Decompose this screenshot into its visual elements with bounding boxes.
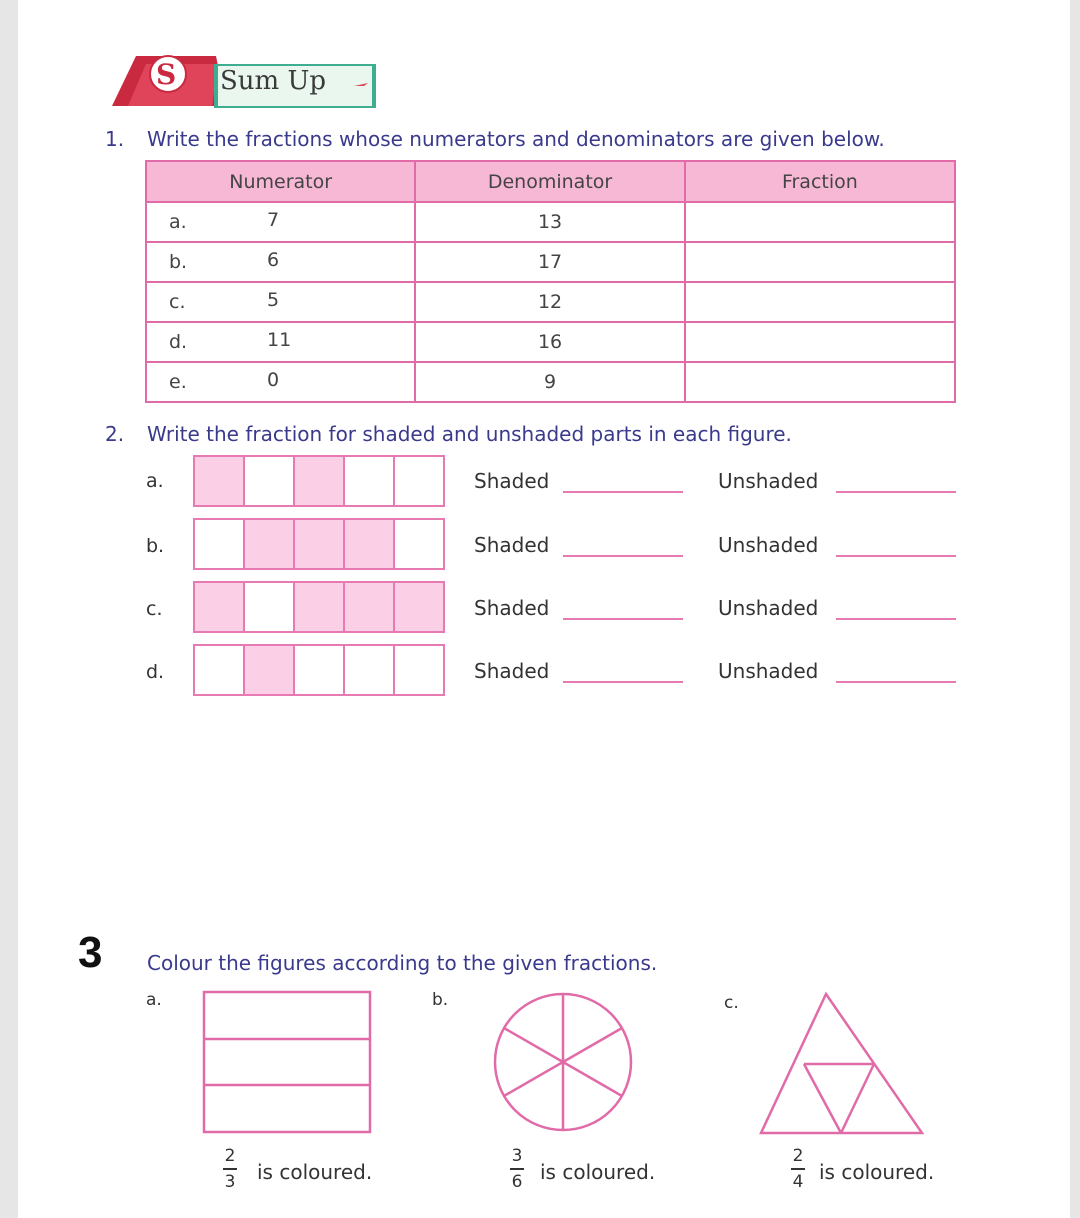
numerator-value: 5: [267, 289, 280, 311]
fraction-strip: [193, 581, 445, 633]
figure-label: b.: [432, 990, 449, 1010]
strip-part: [395, 646, 443, 694]
denominator-value: 12: [415, 282, 684, 322]
strip-part-shaded: [195, 583, 245, 631]
circle-six-parts-figure[interactable]: [491, 990, 635, 1134]
table-row: [146, 242, 955, 282]
rectangle-three-parts-figure[interactable]: [202, 990, 374, 1136]
numerator-value: 6: [267, 249, 280, 271]
strip-part: [195, 520, 245, 568]
shaded-label: Shaded: [474, 659, 550, 683]
unshaded-label: Unshaded: [718, 469, 819, 493]
numerator-cell: [146, 322, 415, 362]
section-title: Sum Up: [220, 66, 327, 96]
shaded-label: Shaded: [474, 596, 550, 620]
fraction-answer-cell[interactable]: [685, 202, 955, 242]
strip-part: [295, 646, 345, 694]
strip-part-shaded: [245, 520, 295, 568]
question-2-number: 2.: [105, 422, 125, 446]
table-row: [146, 362, 955, 402]
fraction-table: [145, 160, 956, 403]
shaded-answer-line[interactable]: [563, 491, 683, 493]
strip-part: [395, 457, 443, 505]
denominator-value: 9: [415, 362, 684, 402]
row-label: e.: [169, 371, 187, 393]
fraction-denominator: 3: [224, 1172, 236, 1192]
column-header-fraction: Fraction: [685, 161, 955, 202]
denominator-value: 17: [415, 242, 684, 282]
table-header-row: [146, 161, 955, 202]
strip-part-shaded: [295, 583, 345, 631]
fraction-numerator: 2: [792, 1146, 804, 1166]
question-1-text: Write the fractions whose numerators and denominators are given below.: [147, 127, 885, 151]
question-3-text: Colour the figures according to the given fractions.: [147, 951, 658, 975]
strip-part: [245, 457, 295, 505]
unshaded-label: Unshaded: [718, 596, 819, 620]
strip-part: [195, 646, 245, 694]
strip-part: [395, 520, 443, 568]
fraction-numerator: 3: [511, 1146, 523, 1166]
figure-label: a.: [146, 990, 162, 1010]
caption-text: is coloured.: [540, 1160, 656, 1184]
row-label: c.: [169, 291, 186, 313]
question-2-text: Write the fraction for shaded and unshaded parts in each figure.: [147, 422, 792, 446]
numerator-cell: [146, 202, 415, 242]
unshaded-label: Unshaded: [718, 659, 819, 683]
strip-part-shaded: [345, 583, 395, 631]
fraction-denominator: 4: [792, 1172, 804, 1192]
column-header-numerator: Numerator: [146, 161, 415, 202]
badge-letter: S: [156, 58, 177, 91]
numerator-value: 11: [267, 329, 292, 351]
fraction-three-sixths: [510, 1146, 524, 1192]
fraction-answer-cell[interactable]: [685, 322, 955, 362]
table-row: [146, 282, 955, 322]
denominator-value: 13: [415, 202, 684, 242]
column-header-denominator: Denominator: [415, 161, 684, 202]
shaded-label: Shaded: [474, 533, 550, 557]
shaded-label: Shaded: [474, 469, 550, 493]
shaded-answer-line[interactable]: [563, 681, 683, 683]
caption-text: is coloured.: [819, 1160, 935, 1184]
numerator-cell: [146, 362, 415, 402]
strip-part: [345, 457, 395, 505]
strip-part: [245, 583, 295, 631]
fraction-strip: [193, 518, 445, 570]
unshaded-answer-line[interactable]: [836, 618, 956, 620]
fraction-numerator: 2: [224, 1146, 236, 1166]
unshaded-label: Unshaded: [718, 533, 819, 557]
fraction-answer-cell[interactable]: [685, 362, 955, 402]
caption-text: is coloured.: [257, 1160, 373, 1184]
denominator-value: 16: [415, 322, 684, 362]
strip-part-shaded: [245, 646, 295, 694]
numerator-cell: [146, 242, 415, 282]
table-row: [146, 322, 955, 362]
unshaded-answer-line[interactable]: [836, 555, 956, 557]
unshaded-answer-line[interactable]: [836, 491, 956, 493]
row-label: d.: [169, 331, 188, 353]
numerator-cell: [146, 282, 415, 322]
figure-label: d.: [146, 661, 165, 683]
strip-part: [345, 646, 395, 694]
row-label: a.: [169, 211, 187, 233]
fraction-denominator: 6: [511, 1172, 523, 1192]
fraction-answer-cell[interactable]: [685, 282, 955, 322]
unshaded-answer-line[interactable]: [836, 681, 956, 683]
figure-label: c.: [146, 598, 163, 620]
table-row: [146, 202, 955, 242]
strip-part-shaded: [395, 583, 443, 631]
strip-part-shaded: [345, 520, 395, 568]
shaded-answer-line[interactable]: [563, 555, 683, 557]
strip-part-shaded: [295, 520, 345, 568]
fraction-answer-cell[interactable]: [685, 242, 955, 282]
fraction-strip: [193, 644, 445, 696]
question-3-number: 3: [78, 928, 103, 977]
figure-label: a.: [146, 470, 164, 492]
fraction-two-thirds: [223, 1146, 237, 1192]
triangle-four-parts-figure[interactable]: [758, 990, 924, 1136]
strip-part-shaded: [195, 457, 245, 505]
question-1-number: 1.: [105, 127, 125, 151]
figure-label: b.: [146, 535, 165, 557]
worksheet-page: [18, 0, 1070, 1218]
numerator-value: 0: [267, 369, 280, 391]
fraction-two-quarters: [791, 1146, 805, 1192]
numerator-value: 7: [267, 209, 280, 231]
shaded-answer-line[interactable]: [563, 618, 683, 620]
fraction-strip: [193, 455, 445, 507]
strip-part-shaded: [295, 457, 345, 505]
figure-label: c.: [724, 993, 739, 1013]
row-label: b.: [169, 251, 188, 273]
